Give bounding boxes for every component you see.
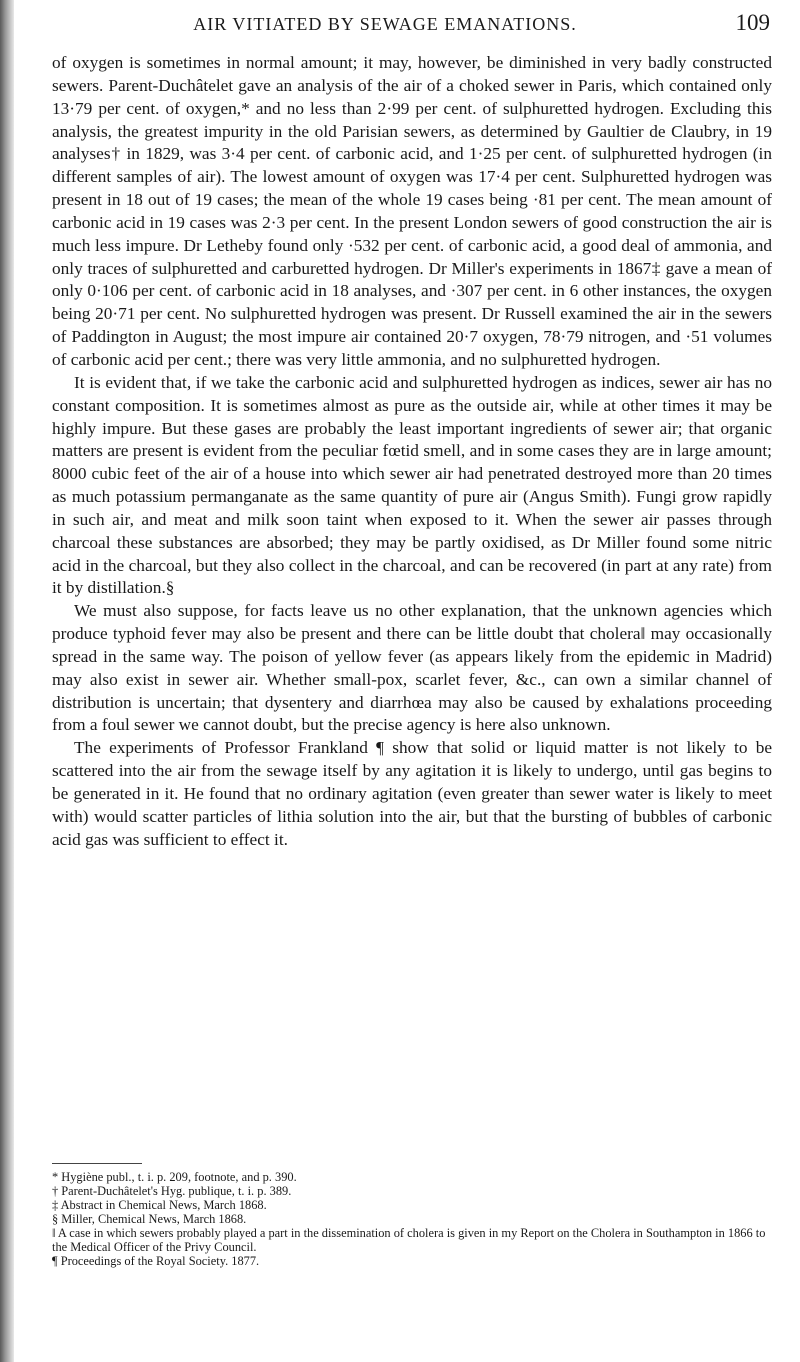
body-text	[52, 52, 772, 852]
binding-edge	[0, 0, 14, 1362]
paragraph: We must also suppose, for facts leave us no other explanation, that the unknown agencies which produce typhoid fever may also be present and there can be little doubt that cholera‖ may occasionally spread in the same way. The poison of yellow fever (as appears likely from the epidemic in Madrid) may also exist in sewer air. Whether small-pox, scarlet fever, &c., can own a similar channel of distribution is uncertain; that dysentery and diarrhœa may also be caused by exhalations proceeding from a foul sewer we cannot doubt, but the precise agency is here also unknown.	[52, 601, 772, 735]
page-header	[60, 10, 770, 44]
page-number: 109	[735, 10, 770, 35]
footnote: § Miller, Chemical News, March 1868.	[52, 1212, 247, 1226]
paragraph: It is evident that, if we take the carbonic acid and sulphuretted hydrogen as indices, sewer air has no constant composition. It is sometimes almost as pure as the outside air, while at other times it may be highly impure. But these gases are probably the least important ingredients of sewer air; that organic matters are present is evident from the peculiar fœtid smell, and in some cases they are in large amount; 8000 cubic feet of the air of a house into which sewer air had penetrated destroyed more than 20 times as much potassium permanganate as the same quantity of pure air (Angus Smith). Fungi grow rapidly in such air, and meat and milk soon taint when exposed to it. When the sewer air passes through charcoal these substances are absorbed; they may be partly oxidised, as Dr Miller found some nitric acid in the charcoal, but they also collect in the charcoal, and can be recovered (in part at any rate) from it by distillation.§	[52, 372, 772, 598]
footnote: ¶ Proceedings of the Royal Society. 1877.	[52, 1254, 260, 1268]
footnote: * Hygiène publ., t. i. p. 209, footnote, and p. 390.	[52, 1170, 297, 1184]
footnote: ‡ Abstract in Chemical News, March 1868.	[52, 1198, 267, 1212]
paragraph: of oxygen is sometimes in normal amount; it may, however, be diminished in very badly constructed sewers. Parent-Duchâtelet gave an analysis of the air of a choked sewer in Paris, which contained only 13·79 per cent. of oxygen,* and no less than 2·99 per cent. of sulphuretted hydrogen. Excluding this analysis, the greatest impurity in the old Parisian sewers, as determined by Gaultier de Claubry, in 19 analyses† in 1829, was 3·4 per cent. of carbonic acid, and 1·25 per cent. of sulphuretted hydrogen (in different samples of air). The lowest amount of oxygen was 17·4 per cent. Sulphuretted hydrogen was present in 18 out of 19 cases; the mean of the whole 19 cases being ·81 per cent. The mean amount of carbonic acid in 19 cases was 2·3 per cent. In the present London sewers of good construction the air is much less impure. Dr Letheby found only ·532 per cent. of carbonic acid, a good deal of ammonia, and only traces of sulphuretted and carburetted hydrogen. Dr Miller's experiments in 1867‡ gave a mean of only 0·106 per cent. of carbonic acid in 18 analyses, and ·307 per cent. in 6 other instances, the oxygen being 20·71 per cent. No sulphuretted hydrogen was present. Dr Russell examined the air in the sewers of Paddington in August; the most impure air contained 20·7 oxygen, 78·79 nitrogen, and ·51 volumes of carbonic acid per cent.; there was very little ammonia, and no sulphuretted hydrogen.	[52, 53, 772, 369]
running-title: AIR VITIATED BY SEWAGE EMANATIONS.	[193, 14, 577, 34]
footnote: † Parent-Duchâtelet's Hyg. publique, t. i. p. 389.	[52, 1184, 292, 1198]
footnote: ‖ A case in which sewers probably played a part in the dissemination of cholera is given in my Report on the Cholera in Southampton in 1866 to the Medical Officer of the Privy Council.	[52, 1226, 766, 1254]
paragraph: The experiments of Professor Frankland ¶ show that solid or liquid matter is not likely to be scattered into the air from the sewage itself by any agitation it is likely to undergo, until gas begins to be generated in it. He found that no ordinary agitation (even greater than sewer water is likely to meet with) would scatter particles of lithia solution into the air, but that the bursting of bubbles of carbonic acid gas was sufficient to effect it.	[52, 738, 772, 849]
footnote-rule	[52, 1163, 142, 1164]
footnotes	[52, 1170, 772, 1268]
